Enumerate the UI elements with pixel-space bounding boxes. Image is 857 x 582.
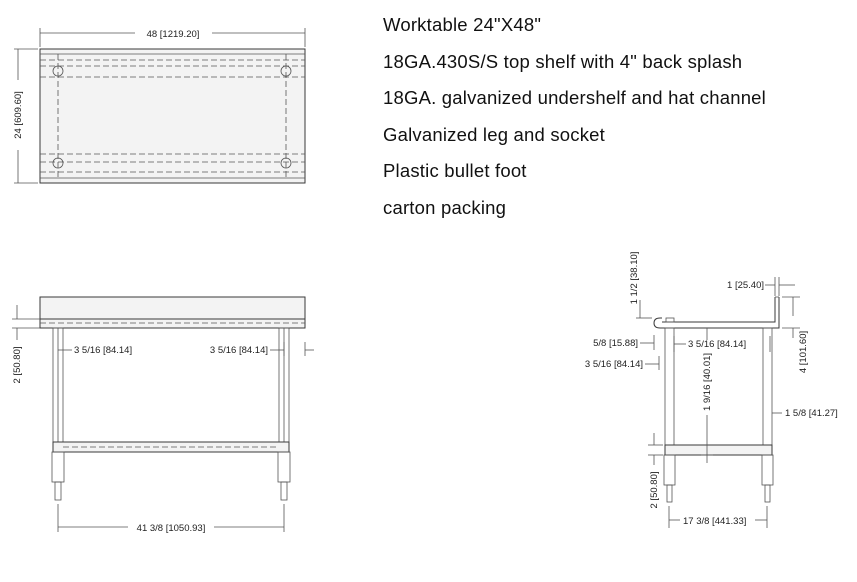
side-leg [763,328,772,455]
spec-undershelf: 18GA. galvanized undershelf and hat channel [383,87,766,108]
side-left-inset-label: 3 5/16 [84.14] [584,359,643,370]
side-foot-label: 2 [50.80] [649,471,660,509]
front-height-label: 2 [50.80] [12,346,23,384]
side-view [585,252,838,528]
spec-packing: carton packing [383,196,507,218]
side-shelf-profile [654,297,779,328]
front-span-label: 41 3/8 [1050.93] [136,523,206,534]
side-channel-label: 1 9/16 [40.01] [702,352,713,412]
side-undershelf [665,445,772,455]
top-width-label: 48 [1219.20] [146,29,200,40]
spec-foot: Plastic bullet foot [383,160,527,181]
top-shelf [40,319,305,328]
side-top-offset-label: 1 [25.40] [727,280,764,291]
top-view [13,28,305,183]
top-depth-label: 24 [609.60] [13,91,24,139]
backsplash [40,297,305,319]
bullet-foot [281,482,287,500]
spec-leg: Galvanized leg and socket [383,123,605,145]
side-leg [665,328,674,455]
front-view [12,297,314,534]
side-splash-height-label: 1 1/2 [38.10] [629,251,640,305]
side-leg-label: 1 5/8 [41.27] [785,408,838,419]
side-bullet-foot [765,485,770,502]
front-left-inset-label: 3 5/16 [84.14] [74,345,133,356]
spec-top-shelf: 18GA.430S/S top shelf with 4" back splash [383,50,743,72]
side-bullet-foot [667,485,672,502]
front-right-inset-label: 3 5/16 [84.14] [209,345,268,356]
side-inset-label: 3 5/16 [84.14] [688,339,747,350]
spec-title: Worktable 24"X48" [383,14,542,35]
side-small-label: 5/8 [15.88] [593,338,638,349]
side-backsplash-label: 4 [101.60] [798,330,809,374]
top-view-outline [40,49,305,183]
bullet-foot [55,482,61,500]
side-span-label: 17 3/8 [441.33] [683,516,747,527]
